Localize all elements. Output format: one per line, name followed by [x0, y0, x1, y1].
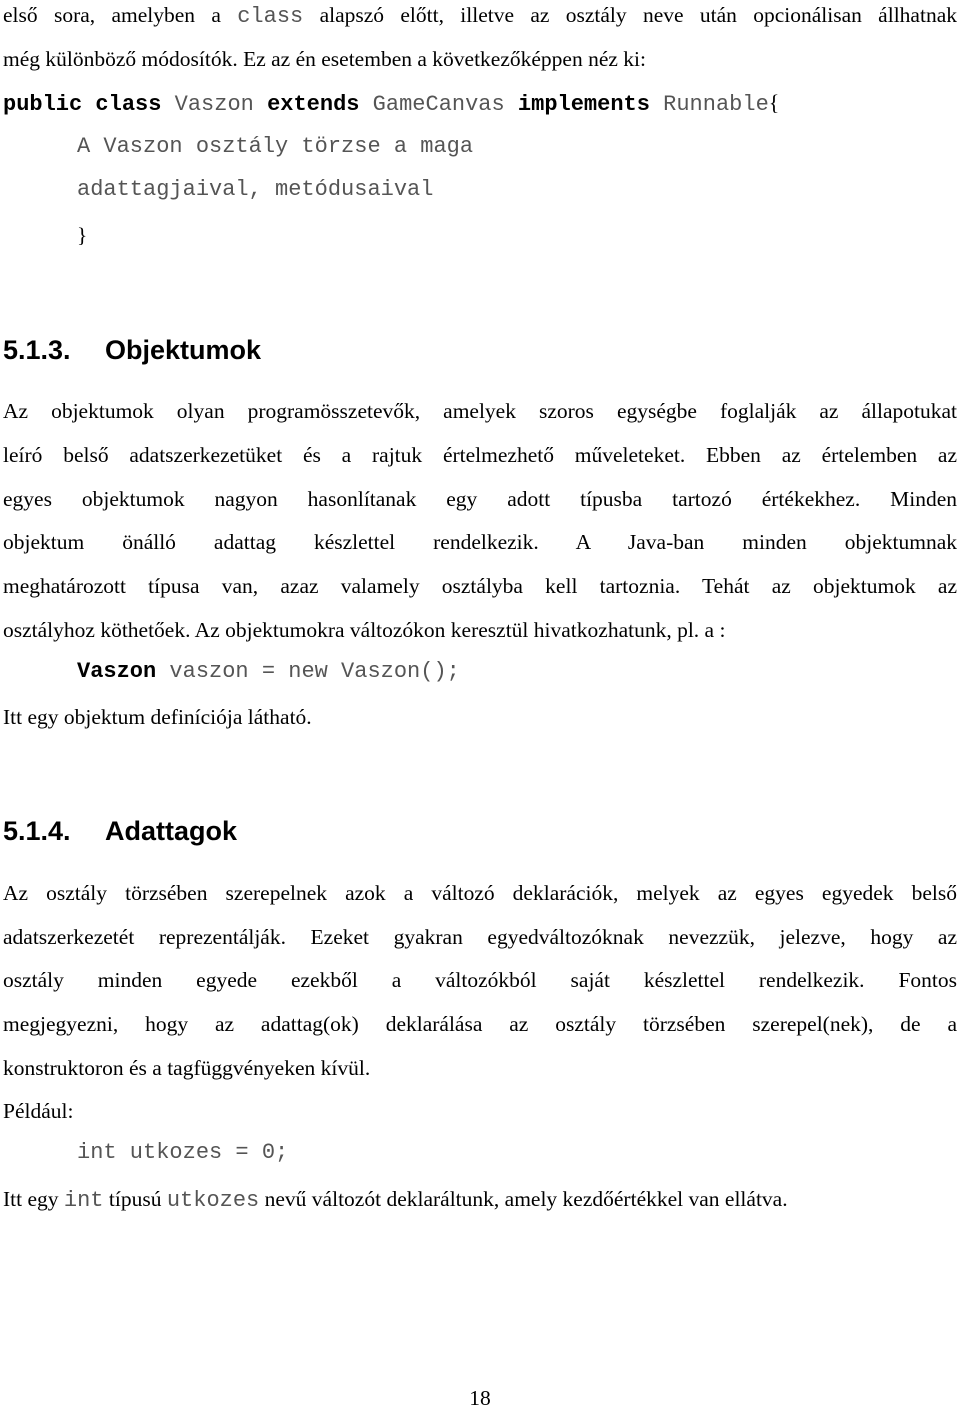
final-text-a: Itt egy — [3, 1187, 64, 1211]
intro-line-2: még különböző módosítók. Ez az én esetemben a következőképpen néz ki: — [3, 47, 646, 71]
class-declaration-code — [3, 89, 957, 119]
paragraph-line: Az objektumok olyan programösszetevők, amelyek szoros egységbe foglalják az állapotukat — [3, 399, 957, 423]
paragraph-line: leíró belső adatszerkezetüket és a rajtuk értelmezhető műveleteket. Ebben az értelemben az — [3, 443, 957, 467]
code-keyword-vaszon: Vaszon — [77, 659, 157, 684]
page-number: 18 — [469, 1386, 491, 1410]
section-number: 5.1.4. — [3, 816, 71, 846]
intro-text-b: alapszó előtt, illetve az osztály neve után opcionálisan állhatnak — [303, 3, 957, 27]
class-body-line-1: A Vaszon osztály törzse a maga — [77, 134, 474, 159]
section-title: Objektumok — [105, 335, 262, 365]
paragraph-line: objektum önálló adattag készlettel rendelkezik. A Java-ban minden objektumnak — [3, 530, 957, 554]
intro-line-1 — [3, 1, 957, 31]
paragraph-line: osztály minden egyede ezekből a változókból saját készlettel rendelkezik. Fontos — [3, 968, 957, 992]
paragraph-line: osztályhoz köthetőek. Az objektumokra változókon keresztül hivatkozhatunk, pl. a : — [3, 618, 726, 642]
paragraph-line: meghatározott típusa van, azaz valamely osztályba kell tartoznia. Tehát az objektumok az — [3, 574, 957, 598]
code-keyword-extends: extends — [267, 92, 360, 117]
paragraph-line: egyes objektumok nagyon hasonlítanak egy adott típusba tartozó értékekhez. Minden — [3, 487, 957, 511]
example-label: Például: — [3, 1099, 74, 1123]
code-open-brace: { — [768, 90, 780, 115]
paragraph-line: Az osztály törzsében szerepelnek azok a változó deklarációk, melyek az egyes egyedek belső — [3, 881, 957, 905]
code-keyword-implements: implements — [517, 92, 650, 117]
inline-code-class: class — [237, 4, 304, 29]
section-title: Adattagok — [105, 816, 238, 846]
code-rest: vaszon = new Vaszon(); — [156, 659, 460, 684]
code-keyword-public-class: public class — [3, 92, 162, 117]
code-close-brace: } — [77, 223, 88, 247]
intro-text-a: első sora, amelyben a — [3, 3, 238, 27]
final-text-c: nevű változót deklaráltunk, amely kezdőértékkel van ellátva. — [259, 1187, 788, 1211]
code-class-name: Vaszon — [161, 92, 268, 117]
code-parent-class: GameCanvas — [359, 92, 518, 117]
section-heading-objektumok — [3, 333, 261, 367]
section-heading-adattagok — [3, 814, 237, 848]
paragraph-line: Itt egy objektum definíciója látható. — [3, 705, 312, 729]
example-code: int utkozes = 0; — [77, 1140, 289, 1165]
object-definition-code — [77, 658, 957, 686]
paragraph-line: adatszerkezetét reprezentálják. Ezeket gyakran egyedváltozóknak nevezzük, jelezve, hogy az — [3, 925, 957, 949]
inline-code-int: int — [63, 1188, 104, 1213]
section-number: 5.1.3. — [3, 335, 71, 365]
final-text-b: típusú — [103, 1187, 167, 1211]
inline-code-utkozes: utkozes — [166, 1188, 260, 1213]
paragraph-line: megjegyezni, hogy az adattag(ok) deklarálása az osztály törzsében szerepel(nek), de a — [3, 1012, 957, 1036]
class-body-line-2: adattagjaival, metódusaival — [77, 177, 434, 202]
paragraph-line: konstruktoron és a tagfüggvényeken kívül. — [3, 1056, 371, 1080]
final-sentence — [3, 1185, 957, 1215]
code-interface: Runnable — [649, 92, 769, 117]
